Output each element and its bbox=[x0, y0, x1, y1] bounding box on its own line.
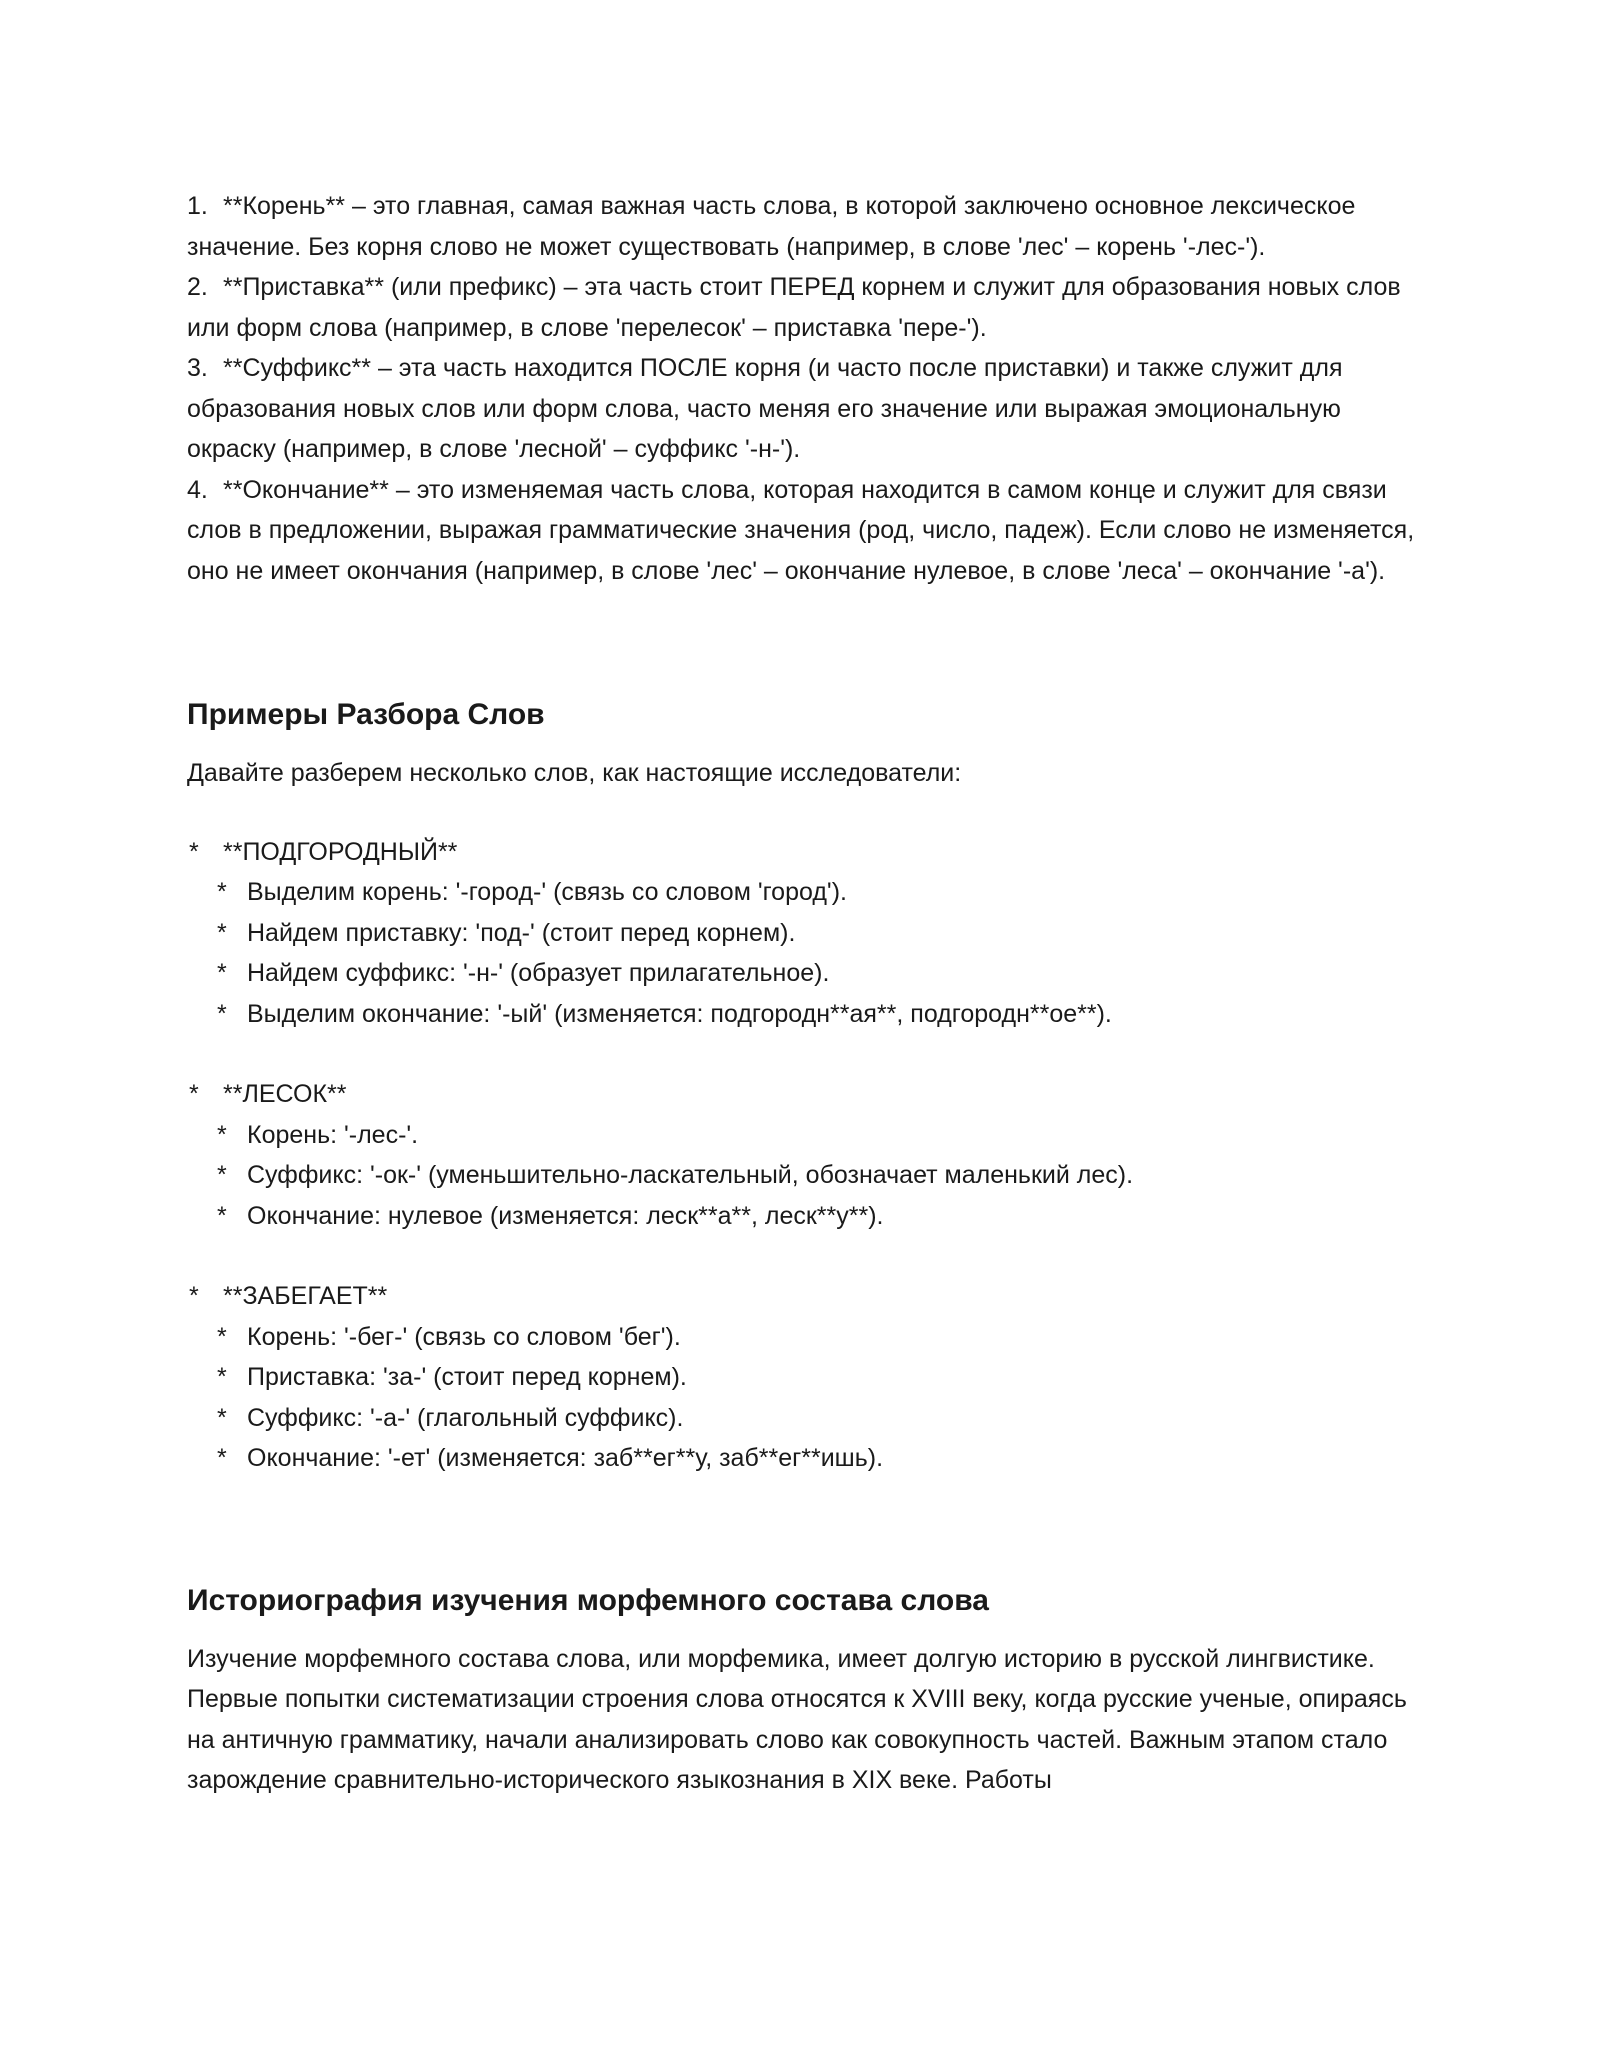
example-items bbox=[187, 872, 1427, 1034]
morpheme-list bbox=[187, 186, 1427, 591]
bullet-icon: * bbox=[217, 1444, 227, 1472]
history-paragraph: Изучение морфемного состава слова, или морфемика, имеет долгую историю в русской лингвистике. Первые попытки систематизации строения слова относятся к XVIII веку, когда русские ученые, опираясь на античную грамматику, начали анализировать слово как совокупность частей. Важным этапом стало зарождение сравнительно-исторического языкознания в XIX веке. Работы bbox=[187, 1644, 1407, 1794]
example-items bbox=[187, 1317, 1427, 1479]
example-group bbox=[187, 832, 1427, 1035]
list-number: 3. bbox=[187, 354, 208, 382]
list-number: 4. bbox=[187, 475, 208, 504]
list-number: 2. bbox=[187, 273, 208, 301]
list-item: * Суффикс: '-а-' (глагольный суффикс). bbox=[187, 1398, 1427, 1439]
list-item bbox=[187, 186, 1427, 267]
list-item: * Окончание: нулевое (изменяется: леск**а**, леск**у**). bbox=[187, 1196, 1427, 1237]
example-title: * **ПОДГОРОДНЫЙ** bbox=[187, 832, 1427, 873]
bullet-icon: * bbox=[217, 1161, 227, 1189]
example-items bbox=[187, 1115, 1427, 1237]
bullet-icon: * bbox=[189, 837, 199, 866]
list-item: * Выделим окончание: '-ый' (изменяется: подгородн**ая**, подгородн**ое**). bbox=[187, 994, 1427, 1035]
example-title: * **ЗАБЕГАЕТ** bbox=[187, 1276, 1427, 1317]
bullet-icon: * bbox=[217, 1201, 227, 1230]
list-item bbox=[187, 470, 1427, 592]
examples-heading: Примеры Разбора Слов bbox=[187, 698, 545, 731]
list-text: **Приставка** (или префикс) – эта часть стоит ПЕРЕД корнем и служит для образования новых слов или форм слова (например, в слове 'перелесок' – приставка 'пере-'). bbox=[187, 273, 1401, 342]
list-item: * Найдем суффикс: '-н-' (образует прилагательное). bbox=[187, 953, 1427, 994]
bullet-icon: * bbox=[217, 999, 227, 1028]
list-item: * Корень: '-лес-'. bbox=[187, 1115, 1427, 1156]
bullet-icon: * bbox=[217, 959, 227, 987]
list-item bbox=[187, 348, 1427, 470]
list-text: **Окончание** – это изменяемая часть слова, которая находится в самом конце и служит для связи слов в предложении, выражая грамматические значения (род, число, падеж). Если слово не изменяется, оно не имеет окончания (например, в слове 'лес' – окончание нулевое, в слове 'леса' – окончание '-а'). bbox=[187, 475, 1415, 585]
list-item: * Выделим корень: '-город-' (связь со словом 'город'). bbox=[187, 872, 1427, 913]
list-item: * Окончание: '-ет' (изменяется: заб**ег**у, заб**ег**ишь). bbox=[187, 1438, 1427, 1479]
bullet-icon: * bbox=[189, 1282, 199, 1310]
bullet-icon: * bbox=[217, 918, 227, 947]
bullet-icon: * bbox=[217, 1363, 227, 1391]
bullet-icon: * bbox=[189, 1080, 199, 1108]
bullet-icon: * bbox=[217, 1403, 227, 1432]
example-group bbox=[187, 1276, 1427, 1479]
example-title: * **ЛЕСОК** bbox=[187, 1074, 1427, 1115]
document-page bbox=[187, 186, 1427, 1801]
list-item: * Корень: '-бег-' (связь со словом 'бег'). bbox=[187, 1317, 1427, 1358]
list-number: 1. bbox=[187, 192, 208, 220]
list-item: * Приставка: 'за-' (стоит перед корнем). bbox=[187, 1357, 1427, 1398]
bullet-icon: * bbox=[217, 878, 227, 906]
bullet-icon: * bbox=[217, 1322, 227, 1351]
history-heading: Историография изучения морфемного состава слова bbox=[187, 1583, 989, 1617]
list-item bbox=[187, 267, 1427, 348]
list-text: **Суффикс** – эта часть находится ПОСЛЕ корня (и часто после приставки) и также служит для образования новых слов или форм слова, часто меняя его значение или выражая эмоциональную окраску (например, в слове 'лесной' – суффикс '-н-'). bbox=[187, 354, 1343, 463]
list-item: * Суффикс: '-ок-' (уменьшительно-ласкательный, обозначает маленький лес). bbox=[187, 1155, 1427, 1196]
list-item: * Найдем приставку: 'под-' (стоит перед корнем). bbox=[187, 913, 1427, 954]
list-text: **Корень** – это главная, самая важная часть слова, в которой заключено основное лексическое значение. Без корня слово не может существовать (например, в слове 'лес' – корень '-лес-'). bbox=[187, 192, 1356, 261]
examples-intro: Давайте разберем несколько слов, как настоящие исследователи: bbox=[187, 759, 962, 787]
bullet-icon: * bbox=[217, 1120, 227, 1149]
example-group bbox=[187, 1074, 1427, 1236]
